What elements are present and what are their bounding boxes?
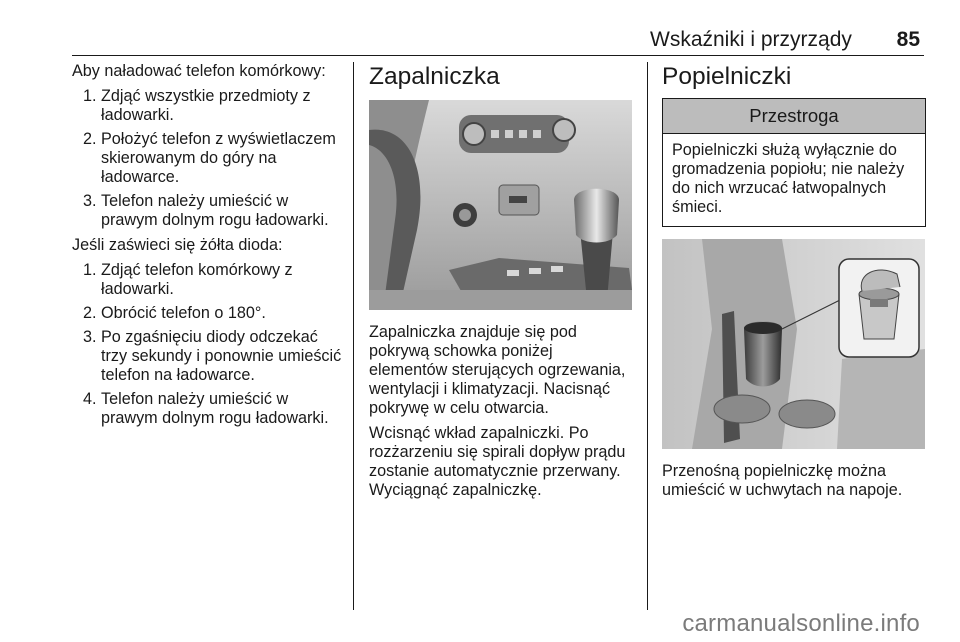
step-number: 3. bbox=[83, 192, 97, 210]
ashtray-heading: Popielniczki bbox=[662, 63, 792, 90]
step-text: Po zgaśnięciu diody odczekać trzy sekundy i ponownie umieścić telefon na ładowarce. bbox=[101, 328, 342, 384]
lighter-para-1: Zapalniczka znajduje się pod pokrywą schowka poniżej elementów sterujących ogrzewania, wentylacji i klimatyzacji. Nacisnąć pokrywę w celu otwarcia. bbox=[369, 323, 626, 417]
column-middle bbox=[369, 62, 635, 506]
step-number: 3. bbox=[83, 328, 97, 346]
list-item bbox=[72, 304, 344, 323]
ashtray-illustration bbox=[662, 239, 925, 449]
step-number: 4. bbox=[83, 390, 97, 408]
column-divider-2 bbox=[647, 62, 648, 610]
caution-box bbox=[662, 98, 926, 227]
list-item bbox=[72, 87, 344, 125]
ashtray-illustration-drawing bbox=[662, 239, 925, 449]
caution-text: Popielniczki służą wyłącznie do gromadzenia popiołu; nie należy do nich wrzucać łatwopalnych śmieci. bbox=[672, 141, 905, 216]
step-number: 1. bbox=[83, 261, 97, 279]
lighter-illustration bbox=[369, 100, 632, 310]
list-item bbox=[72, 192, 344, 230]
step-text: Telefon należy umieścić w prawym dolnym rogu ładowarki. bbox=[101, 192, 329, 229]
column-left bbox=[72, 62, 344, 434]
caution-title: Przestroga bbox=[663, 99, 925, 134]
step-text: Obrócić telefon o 180°. bbox=[101, 304, 266, 322]
step-text: Zdjąć telefon komórkowy z ładowarki. bbox=[101, 261, 293, 298]
list-item bbox=[72, 390, 344, 428]
lighter-heading: Zapalniczka bbox=[369, 63, 500, 90]
page-number: 85 bbox=[896, 28, 920, 51]
charge-intro: Aby naładować telefon komórkowy: bbox=[72, 62, 326, 80]
step-text: Telefon należy umieścić w prawym dolnym rogu ładowarki. bbox=[101, 390, 329, 427]
step-text: Zdjąć wszystkie przedmioty z ładowarki. bbox=[101, 87, 311, 124]
list-item bbox=[72, 130, 344, 187]
column-divider-1 bbox=[353, 62, 354, 610]
charge-steps bbox=[72, 87, 344, 230]
list-item bbox=[72, 261, 344, 299]
watermark-text: carmanualsonline.info bbox=[682, 610, 920, 637]
ashtray-para-1: Przenośną popielniczkę można umieścić w uchwytach na napoje. bbox=[662, 462, 903, 499]
led-steps bbox=[72, 261, 344, 428]
step-number: 1. bbox=[83, 87, 97, 105]
section-title: Wskaźniki i przyrządy bbox=[650, 28, 852, 51]
step-number: 2. bbox=[83, 304, 97, 322]
header-rule bbox=[72, 55, 924, 56]
step-text: Położyć telefon z wyświetlaczem skierowanym do góry na ładowarce. bbox=[101, 130, 336, 186]
list-item bbox=[72, 328, 344, 385]
column-right bbox=[662, 62, 926, 506]
lighter-illustration-drawing bbox=[369, 100, 632, 310]
led-intro: Jeśli zaświeci się żółta dioda: bbox=[72, 236, 283, 254]
step-number: 2. bbox=[83, 130, 97, 148]
lighter-para-2: Wcisnąć wkład zapalniczki. Po rozżarzeniu się spirali dopływ prądu zostanie automatycznie przerwany. Wyciągnąć zapalniczkę. bbox=[369, 424, 626, 499]
